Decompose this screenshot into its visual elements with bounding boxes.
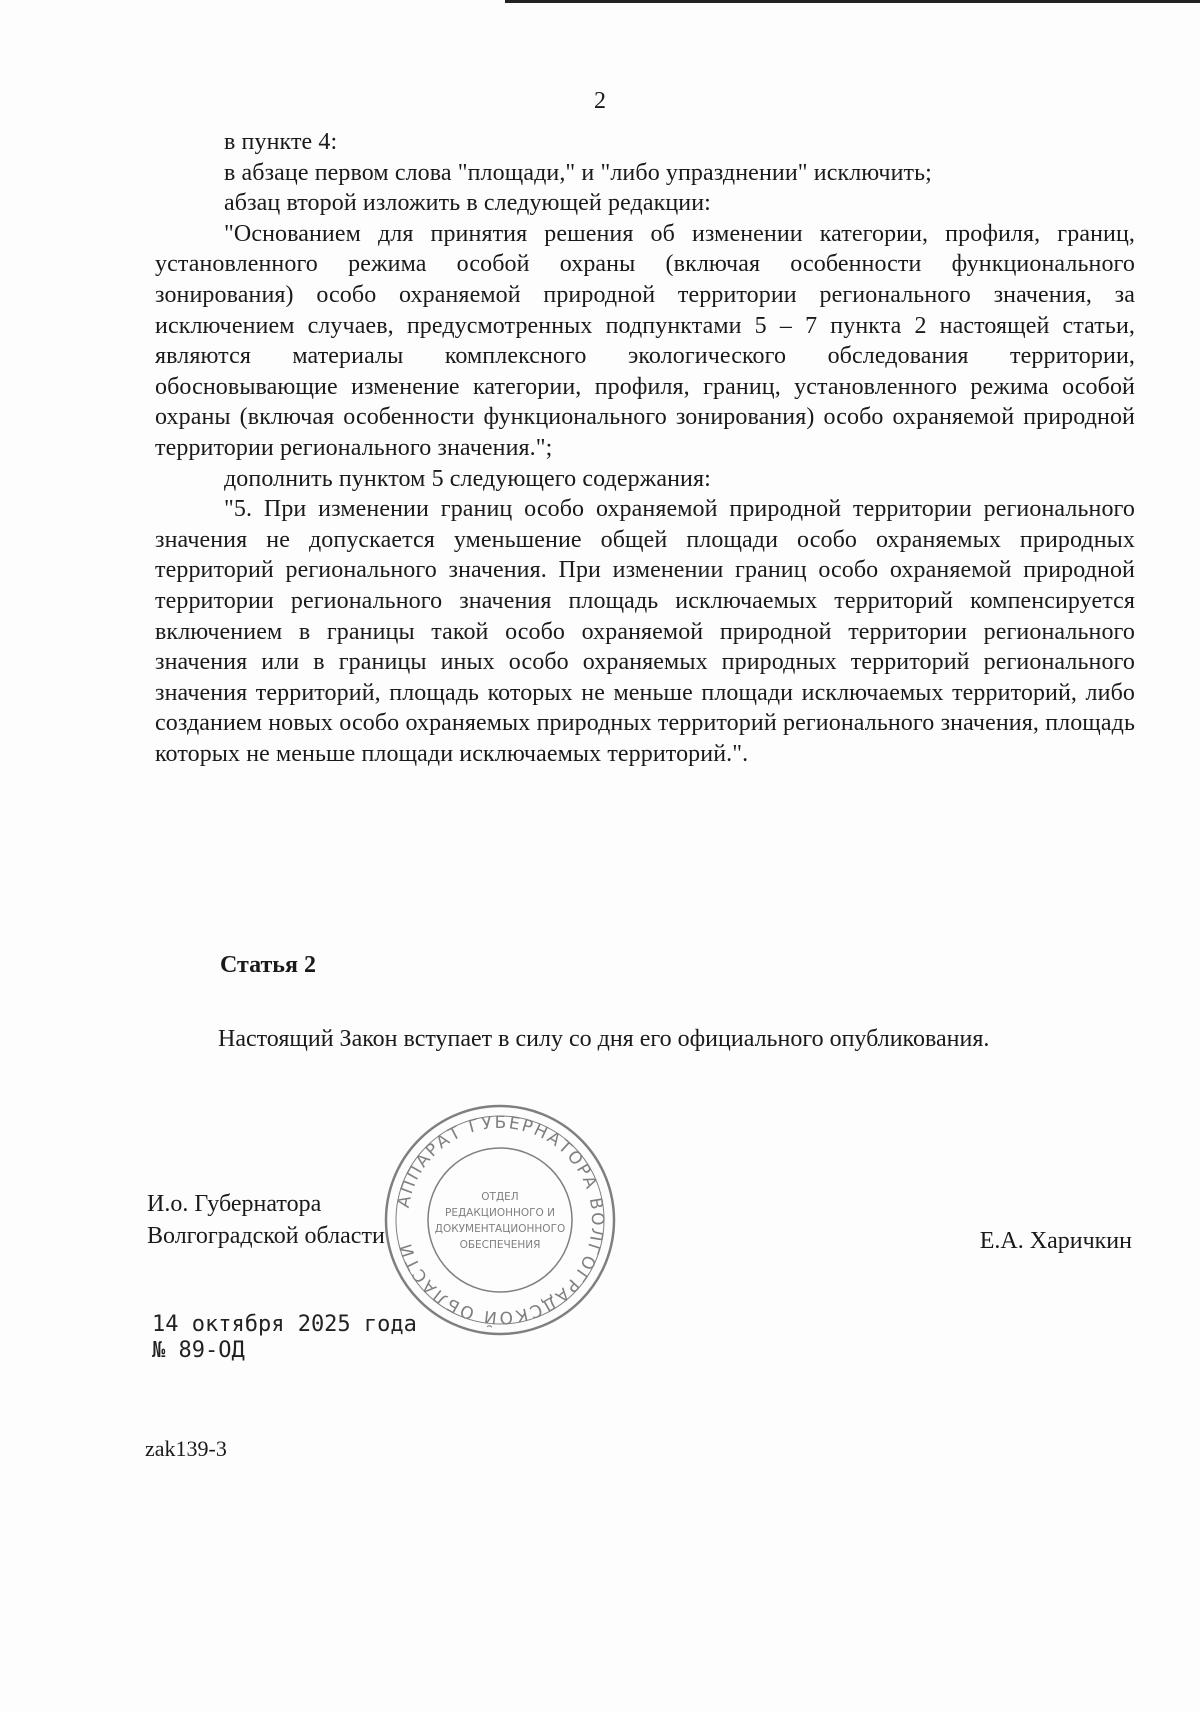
paragraph-first-abzac: в абзаце первом слова "площади," и "либо упразднении" исключить;: [224, 159, 932, 186]
paragraph-point-5-text: "5. При изменении границ особо охраняемой природной территории регионального значения не допускается уменьшение общей площади особо охраняемых природных территорий регионального значения. При изменении границ особо охраняемой природной территории регионального значения площадь исключаемых территорий компенсируется включением в границы такой особо охраняемой природной территории регионального значения или в границы иных особо охраняемых природных территорий регионального значения территорий, площадь которых не меньше площади исключаемых территорий, либо созданием новых особо охраняемых природных территорий регионального значения, площадь которых не меньше площади исключаемых территорий.".: [155, 496, 1135, 767]
seal-inner-line-2: РЕДАКЦИОННОГО И: [445, 1207, 555, 1219]
seal-outer-text-path: АППАРАТ ГУБЕРНАТОРА ВОЛГОГРАДСКОЙ ОБЛАСТИ: [393, 1112, 608, 1328]
signatory-name: Е.А. Харичкин: [979, 1228, 1132, 1254]
signatory-position: [147, 1188, 385, 1252]
document-code: zak139-3: [145, 1436, 227, 1461]
article-text: Настоящий Закон вступает в силу со дня его официального опубликования.: [218, 1026, 990, 1052]
paragraph-add-point-5: дополнить пунктом 5 следующего содержания:: [224, 465, 711, 492]
signing-date: 14 октября 2025 года: [152, 1312, 417, 1337]
date-number-block: [152, 1312, 417, 1364]
paragraph-item-point-4: в пункте 4:: [224, 129, 338, 155]
seal-inner-line-3: ДОКУМЕНТАЦИОННОГО: [434, 1223, 566, 1235]
official-seal: [380, 1100, 620, 1340]
law-number: № 89-ОД: [152, 1338, 245, 1363]
article-heading: Статья 2: [220, 952, 316, 978]
seal-inner-ring: [428, 1148, 572, 1292]
seal-inner-line-1: ОТДЕЛ: [481, 1191, 519, 1203]
seal-outer-text: [394, 1113, 607, 1329]
amendment-text: [155, 127, 1135, 769]
seal-inner-line-4: ОБЕСПЕЧЕНИЯ: [459, 1239, 541, 1251]
paragraph-new-wording: "Основанием для принятия решения об изменении категории, профиля, границ, установленного режима особой охраны (включая особенности функционального зонирования) особо охраняемой природной территории регионального значения, за исключением случаев, предусмотренных подпунктами 5 – 7 пункта 2 настоящей статьи, являются материалы комплексного экологического обследования территории, обосновывающие изменение категории, профиля, границ, установленного режима особой охраны (включая особенности функционального зонирования) особо охраняемой природной территории регионального значения.";: [155, 220, 1135, 461]
page-number: 2: [594, 88, 606, 114]
signatory-position-line-1: И.о. Губернатора: [147, 1191, 322, 1217]
paragraph-second-abzac: абзац второй изложить в следующей редакции:: [224, 190, 711, 217]
seal-outer-ring: [386, 1106, 614, 1334]
signatory-position-line-2: Волгоградской области: [147, 1223, 385, 1249]
scan-edge-line: [505, 0, 1200, 3]
